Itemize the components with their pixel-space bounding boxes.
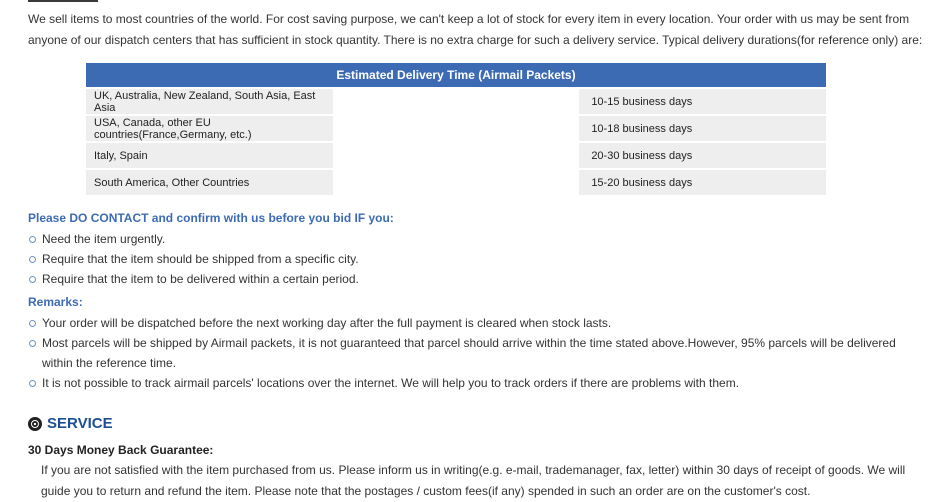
list-item: It is not possible to track airmail parcels' locations over the internet. We will help you to track orders if there are problems with them. (28, 373, 928, 393)
cell-separator (333, 143, 580, 168)
remarks-heading: Remarks: (28, 295, 83, 309)
section-top-rule (28, 0, 98, 2)
table-row (86, 143, 826, 168)
cell-separator (333, 170, 580, 195)
lifebuoy-icon (28, 417, 42, 431)
remarks-list (28, 313, 928, 393)
service-title-text: SERVICE (47, 415, 113, 432)
cell-separator (333, 116, 580, 141)
region-cell: UK, Australia, New Zealand, South Asia, East Asia (86, 89, 333, 114)
bullet-circle-icon (29, 340, 36, 347)
region-cell: Italy, Spain (86, 143, 333, 168)
list-item: Your order will be dispatched before the next working day after the full payment is cleared when stock lasts. (28, 313, 928, 333)
bullet-circle-icon (29, 380, 36, 387)
intro-paragraph: We sell items to most countries of the world. For cost saving purpose, we can't keep a lot of stock for every item in every location. Your order with us may be sent from anyone of our dispatch centers that has sufficient in stock quantity. There is no extra charge for such a delivery service. Typical delivery durations(for reference only) are: (28, 12, 923, 47)
list-item: Require that the item should be shipped from a specific city. (28, 249, 928, 269)
service-section-title (28, 415, 113, 432)
list-item: Need the item urgently. (28, 229, 928, 249)
bullet-circle-icon (29, 236, 36, 243)
delivery-time-cell: 10-15 business days (579, 89, 826, 114)
list-item: Most parcels will be shipped by Airmail packets, it is not guaranteed that parcel should arrive within the time stated above.However, 95% parcels will be delivered within the reference time. (28, 333, 928, 373)
bullet-circle-icon (29, 256, 36, 263)
cell-separator (333, 89, 580, 114)
guarantee-heading: 30 Days Money Back Guarantee: (28, 443, 214, 457)
table-row (86, 170, 826, 195)
bullet-circle-icon (29, 276, 36, 283)
delivery-time-table (86, 61, 826, 197)
table-row (86, 89, 826, 114)
table-row (86, 116, 826, 141)
guarantee-text: If you are not satisfied with the item purchased from us. Please inform us in writing(e.g. e-mail, trademanager, fax, letter) within 30 days of receipt of goods. We will guide you to return and refund the item. Please note that the postages / custom fees(if any) spended in such an order are on the customer's cost. (41, 463, 906, 498)
delivery-table-title: Estimated Delivery Time (Airmail Packets) (86, 63, 826, 87)
contact-list (28, 229, 928, 289)
bullet-circle-icon (29, 320, 36, 327)
delivery-time-cell: 20-30 business days (579, 143, 826, 168)
delivery-time-cell: 10-18 business days (579, 116, 826, 141)
region-cell: USA, Canada, other EU countries(France,Germany, etc.) (86, 116, 333, 141)
contact-heading: Please DO CONTACT and confirm with us before you bid IF you: (28, 211, 394, 225)
region-cell: South America, Other Countries (86, 170, 333, 195)
delivery-time-cell: 15-20 business days (579, 170, 826, 195)
list-item: Require that the item to be delivered within a certain period. (28, 269, 928, 289)
